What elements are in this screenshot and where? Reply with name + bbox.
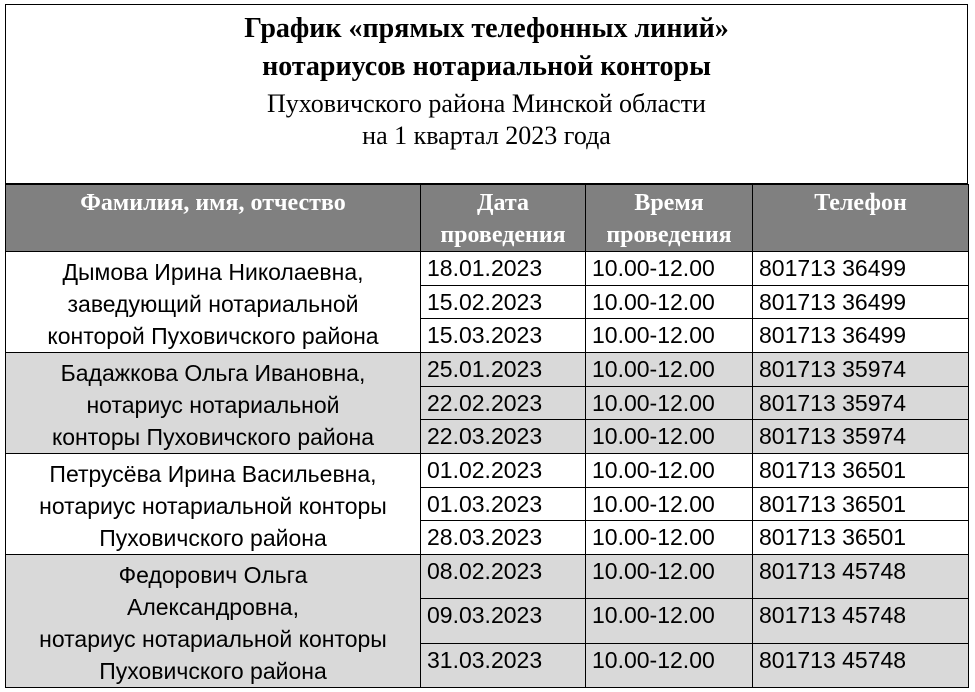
notary-name-line: Бадажкова Ольга Ивановна, (60, 360, 366, 386)
time-cell: 10.00-12.00 (586, 285, 753, 319)
notary-name-line: Федорович Ольга (118, 562, 308, 588)
title-line-1: График «прямых телефонных линий» (244, 13, 729, 44)
notary-name-line: Пуховичского района (99, 525, 327, 551)
title-line-2: нотариусов нотариальной конторы (262, 51, 711, 82)
date-cell: 15.02.2023 (421, 285, 586, 319)
phone-cell: 801713 35974 (753, 386, 969, 420)
header-time: Время проведения (586, 185, 753, 252)
notary-name-line: нотариус нотариальной (86, 392, 340, 418)
date-cell: 08.02.2023 (421, 555, 586, 599)
schedule-table (5, 184, 969, 688)
phone-cell: 801713 45748 (753, 555, 969, 599)
phone-cell: 801713 45748 (753, 643, 969, 687)
time-cell: 10.00-12.00 (586, 521, 753, 555)
notary-name-cell (6, 454, 421, 555)
notary-name-line: нотариус нотариальной конторы (39, 626, 387, 652)
date-cell: 15.03.2023 (421, 319, 586, 353)
time-cell: 10.00-12.00 (586, 555, 753, 599)
time-cell: 10.00-12.00 (586, 386, 753, 420)
header-name: Фамилия, имя, отчество (6, 185, 421, 252)
notary-name-line: конторы Пуховичского района (51, 424, 375, 450)
table-row (6, 252, 969, 286)
schedule-sheet (5, 4, 968, 688)
phone-cell: 801713 36501 (753, 487, 969, 521)
time-cell: 10.00-12.00 (586, 599, 753, 643)
time-cell: 10.00-12.00 (586, 454, 753, 488)
phone-cell: 801713 36499 (753, 319, 969, 353)
time-cell: 10.00-12.00 (586, 643, 753, 687)
title-block (5, 4, 968, 184)
phone-cell: 801713 36501 (753, 454, 969, 488)
notary-name-line: нотариус нотариальной конторы (39, 493, 387, 519)
table-row (6, 353, 969, 387)
date-cell: 28.03.2023 (421, 521, 586, 555)
notary-name-line: заведующий нотариальной (67, 291, 359, 317)
time-cell: 10.00-12.00 (586, 353, 753, 387)
table-row (6, 454, 969, 488)
date-cell: 25.01.2023 (421, 353, 586, 387)
phone-cell: 801713 36499 (753, 285, 969, 319)
date-cell: 01.02.2023 (421, 454, 586, 488)
header-phone: Телефон (753, 185, 969, 252)
date-cell: 22.03.2023 (421, 420, 586, 454)
notary-name-line: конторой Пуховичского района (47, 323, 379, 349)
notary-name-cell (6, 353, 421, 454)
time-cell: 10.00-12.00 (586, 487, 753, 521)
schedule-body (6, 252, 969, 688)
date-cell: 18.01.2023 (421, 252, 586, 286)
phone-cell: 801713 35974 (753, 420, 969, 454)
table-row (6, 555, 969, 599)
notary-name-line: Дымова Ирина Николаевна, (62, 259, 364, 285)
date-cell: 22.02.2023 (421, 386, 586, 420)
header-date: Дата проведения (421, 185, 586, 252)
phone-cell: 801713 36501 (753, 521, 969, 555)
phone-cell: 801713 36499 (753, 252, 969, 286)
time-cell: 10.00-12.00 (586, 420, 753, 454)
notary-name-cell (6, 252, 421, 353)
notary-name-cell (6, 555, 421, 688)
time-cell: 10.00-12.00 (586, 252, 753, 286)
notary-name-line: Александровна, (127, 594, 299, 620)
time-cell: 10.00-12.00 (586, 319, 753, 353)
notary-name-line: Петрусёва Ирина Васильевна, (49, 461, 377, 487)
notary-name-line: Пуховичского района (99, 658, 327, 684)
date-cell: 31.03.2023 (421, 643, 586, 687)
title-line-4: на 1 квартал 2023 года (362, 121, 611, 150)
date-cell: 09.03.2023 (421, 599, 586, 643)
date-cell: 01.03.2023 (421, 487, 586, 521)
phone-cell: 801713 45748 (753, 599, 969, 643)
phone-cell: 801713 35974 (753, 353, 969, 387)
title-line-3: Пуховичского района Минской области (267, 89, 706, 118)
header-row (6, 185, 969, 252)
